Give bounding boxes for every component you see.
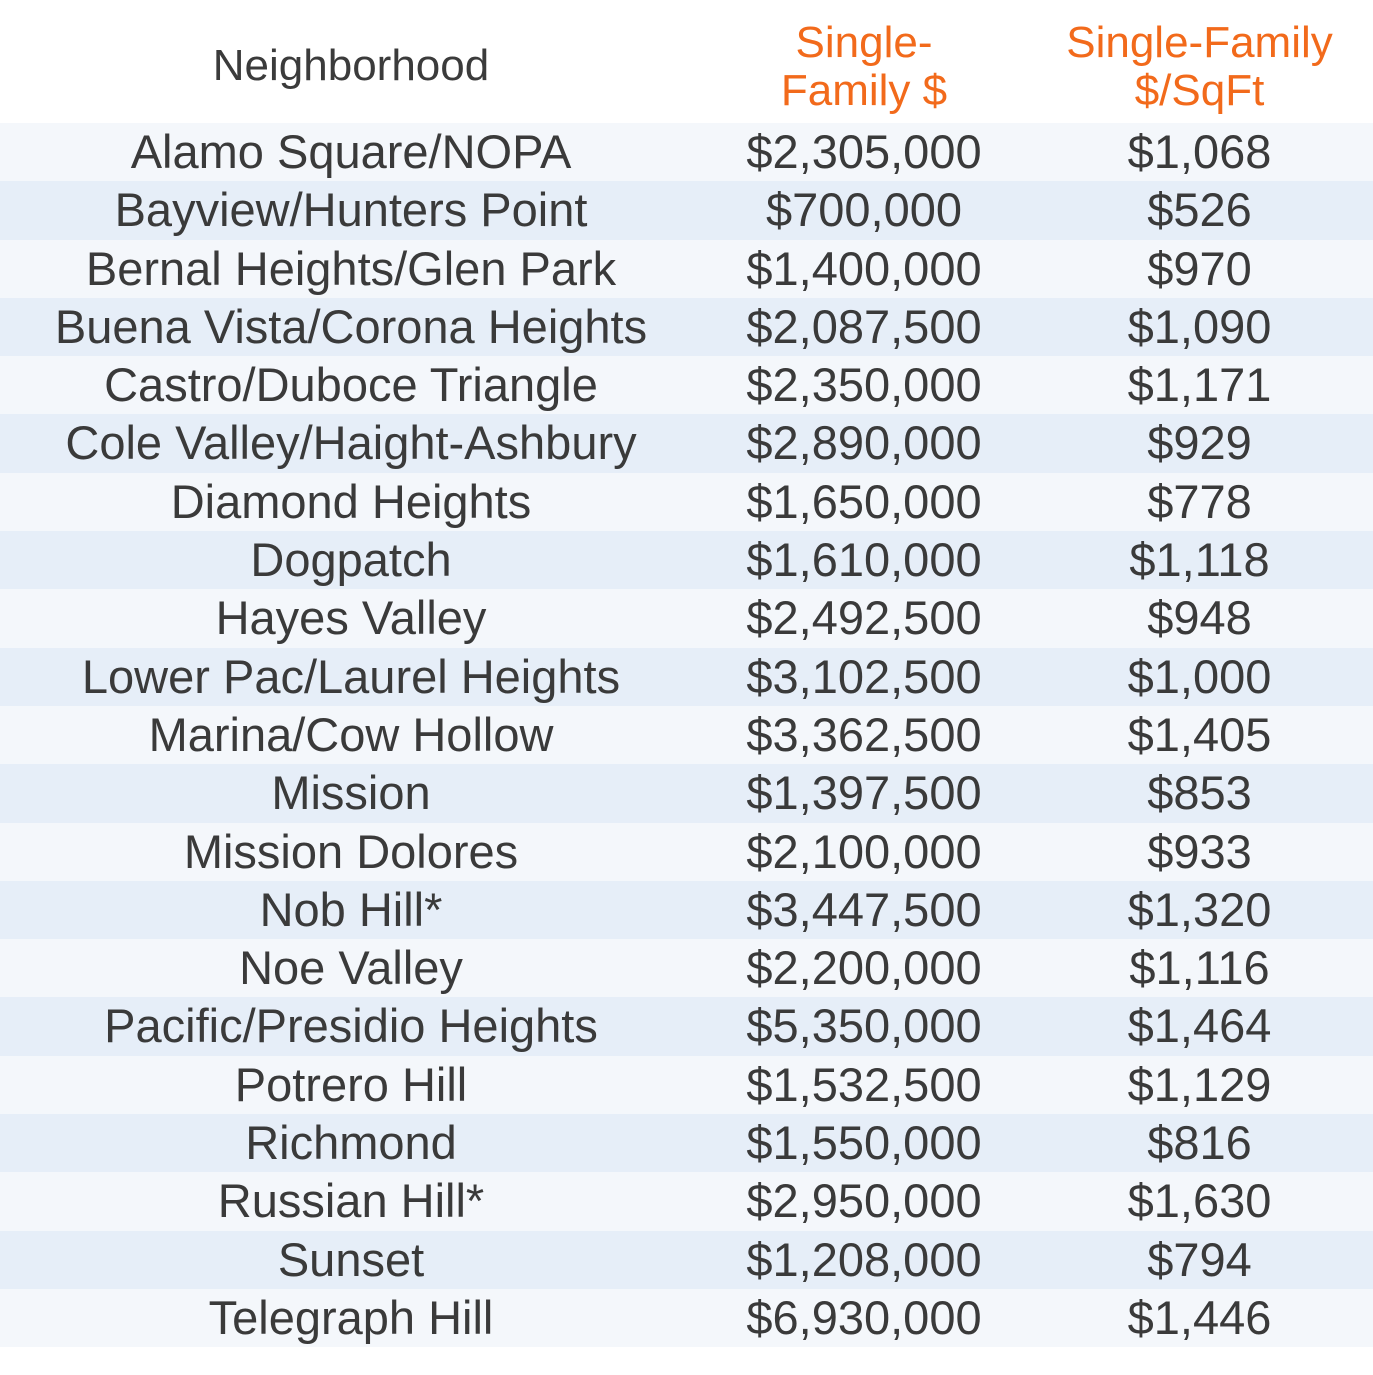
cell-neighborhood: Richmond	[245, 1116, 457, 1170]
table-row	[0, 1056, 1373, 1114]
cell-single-family-sqft: $929	[1147, 416, 1252, 470]
cell-neighborhood: Telegraph Hill	[208, 1290, 494, 1344]
cell-single-family-sqft: $526	[1147, 183, 1252, 237]
table-header	[0, 0, 1373, 123]
table-row	[0, 823, 1373, 881]
cell-single-family-sqft: $794	[1147, 1232, 1252, 1286]
cell-single-family-sqft: $1,320	[1127, 882, 1272, 936]
cell-neighborhood: Castro/Duboce Triangle	[104, 358, 598, 412]
cell-single-family-price: $6,930,000	[746, 1290, 982, 1344]
cell-neighborhood: Sunset	[277, 1232, 425, 1286]
cell-single-family-price: $2,950,000	[746, 1174, 982, 1228]
cell-single-family-price: $2,350,000	[746, 358, 982, 412]
cell-single-family-sqft: $1,630	[1127, 1174, 1272, 1228]
cell-neighborhood: Nob Hill*	[259, 882, 443, 936]
cell-single-family-price: $1,532,500	[746, 1057, 982, 1111]
table-body	[0, 123, 1373, 1347]
cell-single-family-price: $1,400,000	[746, 241, 982, 295]
cell-neighborhood: Marina/Cow Hollow	[148, 707, 554, 761]
cell-single-family-sqft: $816	[1147, 1116, 1252, 1170]
header-sqft-line-2: $/SqFt	[1134, 66, 1265, 115]
header-sqft-line-1: Single-Family	[1066, 18, 1333, 67]
table-row	[0, 706, 1373, 764]
header-price-line-1: Single-	[795, 18, 933, 67]
table-row	[0, 240, 1373, 298]
cell-single-family-sqft: $1,068	[1127, 125, 1272, 178]
table-row	[0, 764, 1373, 822]
cell-neighborhood: Russian Hill*	[217, 1174, 485, 1228]
table-row	[0, 1114, 1373, 1172]
cell-single-family-price: $1,550,000	[746, 1116, 982, 1170]
cell-single-family-sqft: $1,446	[1127, 1290, 1272, 1344]
cell-neighborhood: Diamond Heights	[170, 474, 532, 528]
table-row	[0, 473, 1373, 531]
table-row	[0, 414, 1373, 472]
cell-single-family-price: $3,362,500	[746, 707, 982, 761]
cell-single-family-sqft: $933	[1147, 824, 1252, 878]
table-row	[0, 648, 1373, 706]
cell-single-family-price: $1,397,500	[746, 766, 982, 820]
table-row	[0, 123, 1373, 181]
table-row	[0, 589, 1373, 647]
header-single-family-price	[702, 19, 1026, 115]
table-row	[0, 939, 1373, 997]
cell-single-family-price: $2,087,500	[746, 299, 982, 353]
cell-single-family-sqft: $1,464	[1127, 999, 1272, 1053]
header-price-line-2: Family $	[780, 66, 948, 115]
cell-single-family-price: $1,208,000	[746, 1232, 982, 1286]
table-row	[0, 531, 1373, 589]
table-row	[0, 997, 1373, 1055]
header-single-family-sqft	[1026, 19, 1373, 115]
cell-single-family-price: $3,447,500	[746, 882, 982, 936]
cell-single-family-sqft: $853	[1147, 766, 1252, 820]
cell-single-family-price: $700,000	[765, 183, 963, 237]
cell-single-family-price: $2,100,000	[746, 824, 982, 878]
cell-single-family-sqft: $1,118	[1129, 533, 1270, 587]
cell-single-family-sqft: $1,129	[1127, 1057, 1272, 1111]
table-row	[0, 1172, 1373, 1230]
cell-neighborhood: Dogpatch	[250, 533, 452, 587]
cell-neighborhood: Mission Dolores	[183, 824, 519, 878]
cell-single-family-price: $3,102,500	[746, 649, 982, 703]
cell-single-family-sqft: $1,000	[1127, 649, 1272, 703]
cell-single-family-sqft: $1,405	[1127, 707, 1272, 761]
cell-single-family-price: $1,610,000	[746, 533, 982, 587]
cell-single-family-sqft: $970	[1147, 241, 1252, 295]
table-row	[0, 881, 1373, 939]
table-row	[0, 1231, 1373, 1289]
cell-neighborhood: Pacific/Presidio Heights	[104, 999, 598, 1053]
cell-single-family-price: $2,305,000	[746, 125, 982, 178]
cell-neighborhood: Buena Vista/Corona Heights	[54, 299, 648, 353]
cell-single-family-price: $2,492,500	[746, 591, 982, 645]
cell-neighborhood: Hayes Valley	[215, 591, 487, 645]
table-row	[0, 356, 1373, 414]
cell-single-family-price: $2,890,000	[746, 416, 982, 470]
table-row	[0, 1289, 1373, 1347]
cell-neighborhood: Mission	[271, 766, 431, 820]
cell-single-family-sqft: $1,171	[1127, 358, 1272, 412]
cell-single-family-price: $2,200,000	[746, 941, 982, 995]
cell-neighborhood: Alamo Square/NOPA	[130, 125, 572, 178]
cell-single-family-sqft: $1,090	[1127, 299, 1272, 353]
cell-neighborhood: Bernal Heights/Glen Park	[85, 241, 617, 295]
cell-single-family-price: $1,650,000	[746, 474, 982, 528]
cell-neighborhood: Noe Valley	[239, 941, 463, 995]
cell-single-family-sqft: $778	[1147, 474, 1252, 528]
cell-neighborhood: Bayview/Hunters Point	[114, 183, 588, 237]
cell-neighborhood: Cole Valley/Haight-Ashbury	[65, 416, 637, 470]
table-row	[0, 181, 1373, 239]
table-row	[0, 298, 1373, 356]
cell-single-family-sqft: $948	[1147, 591, 1252, 645]
header-neighborhood: Neighborhood	[212, 41, 490, 90]
cell-single-family-price: $5,350,000	[746, 999, 982, 1053]
cell-neighborhood: Lower Pac/Laurel Heights	[81, 649, 621, 703]
cell-neighborhood: Potrero Hill	[234, 1057, 468, 1111]
cell-single-family-sqft: $1,116	[1129, 941, 1270, 995]
